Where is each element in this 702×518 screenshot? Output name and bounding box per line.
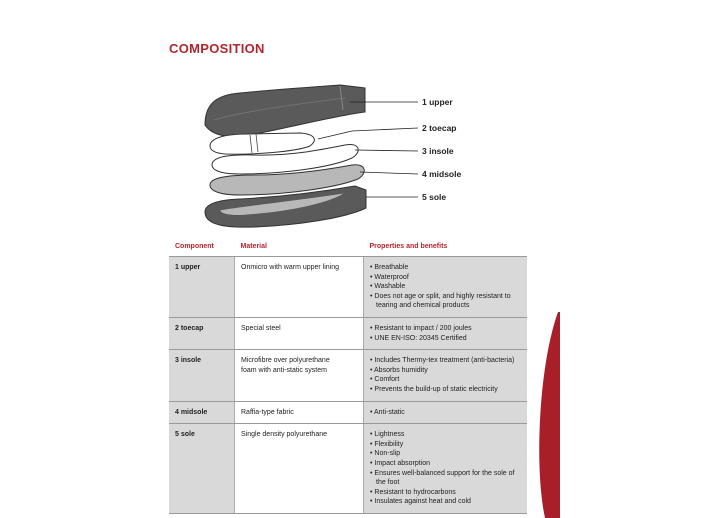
callout-insole: 3 insole bbox=[422, 146, 454, 156]
toecap-illustration bbox=[210, 133, 314, 154]
shoe-exploded-diagram bbox=[0, 0, 702, 240]
property-item: • Washable bbox=[370, 282, 523, 292]
callout-toecap: 2 toecap bbox=[422, 123, 457, 133]
component-cell: 5 sole bbox=[169, 424, 235, 514]
property-item: • Resistant to impact / 200 joules bbox=[370, 324, 523, 334]
header-material: Material bbox=[235, 240, 364, 257]
property-item: • Anti-static bbox=[370, 408, 523, 418]
property-item: • Lightness bbox=[370, 430, 523, 440]
callout-midsole: 4 midsole bbox=[422, 169, 462, 179]
shoe-upper-illustration bbox=[205, 85, 365, 136]
property-item: • Prevents the build-up of static electricity bbox=[370, 385, 523, 395]
property-item: • Impact absorption bbox=[370, 459, 523, 469]
header-component: Component bbox=[169, 240, 235, 257]
property-item: • Waterproof bbox=[370, 273, 523, 283]
material-line: foam with anti-static system bbox=[241, 366, 327, 374]
component-cell: 4 midsole bbox=[169, 401, 235, 424]
property-item: • Flexibility bbox=[370, 440, 523, 450]
property-item: • Does not age or split, and highly resistant to tearing and chemical products bbox=[370, 292, 523, 311]
properties-cell bbox=[364, 401, 528, 424]
property-item: • Non-slip bbox=[370, 449, 523, 459]
material-cell bbox=[235, 424, 364, 514]
table-row bbox=[169, 350, 527, 401]
material-line: Raffia-type fabric bbox=[241, 408, 294, 416]
property-item: • Comfort bbox=[370, 375, 523, 385]
component-cell: 1 upper bbox=[169, 257, 235, 318]
table-row bbox=[169, 317, 527, 349]
property-item: • Absorbs humidity bbox=[370, 366, 523, 376]
properties-cell bbox=[364, 317, 528, 349]
property-item: • Insulates against heat and cold bbox=[370, 497, 523, 507]
property-item: • Breathable bbox=[370, 263, 523, 273]
material-cell bbox=[235, 257, 364, 318]
component-cell: 2 toecap bbox=[169, 317, 235, 349]
table-row bbox=[169, 257, 527, 318]
component-cell: 3 insole bbox=[169, 350, 235, 401]
composition-table bbox=[169, 240, 527, 514]
material-cell bbox=[235, 317, 364, 349]
material-line: Microfibre over polyurethane bbox=[241, 357, 330, 365]
material-line: Single density polyurethane bbox=[241, 431, 328, 439]
material-line: Special steel bbox=[241, 324, 281, 332]
property-item: • Includes Thermy-tex treatment (anti-bacteria) bbox=[370, 356, 523, 366]
header-properties: Properties and benefits bbox=[364, 240, 528, 257]
callout-upper: 1 upper bbox=[422, 97, 453, 107]
properties-cell bbox=[364, 257, 528, 318]
material-cell bbox=[235, 350, 364, 401]
table-row bbox=[169, 424, 527, 514]
properties-cell bbox=[364, 424, 528, 514]
property-item: • UNE EN-ISO: 20345 Certified bbox=[370, 334, 523, 344]
page-title: COMPOSITION bbox=[169, 41, 265, 56]
material-cell bbox=[235, 401, 364, 424]
table-row bbox=[169, 401, 527, 424]
property-item: • Resistant to hydrocarbons bbox=[370, 488, 523, 498]
table-header-row bbox=[169, 240, 527, 257]
properties-cell bbox=[364, 350, 528, 401]
callout-sole: 5 sole bbox=[422, 192, 447, 202]
property-item: • Ensures well-balanced support for the sole of the foot bbox=[370, 469, 523, 488]
material-line: Onmicro with warm upper lining bbox=[241, 264, 340, 271]
